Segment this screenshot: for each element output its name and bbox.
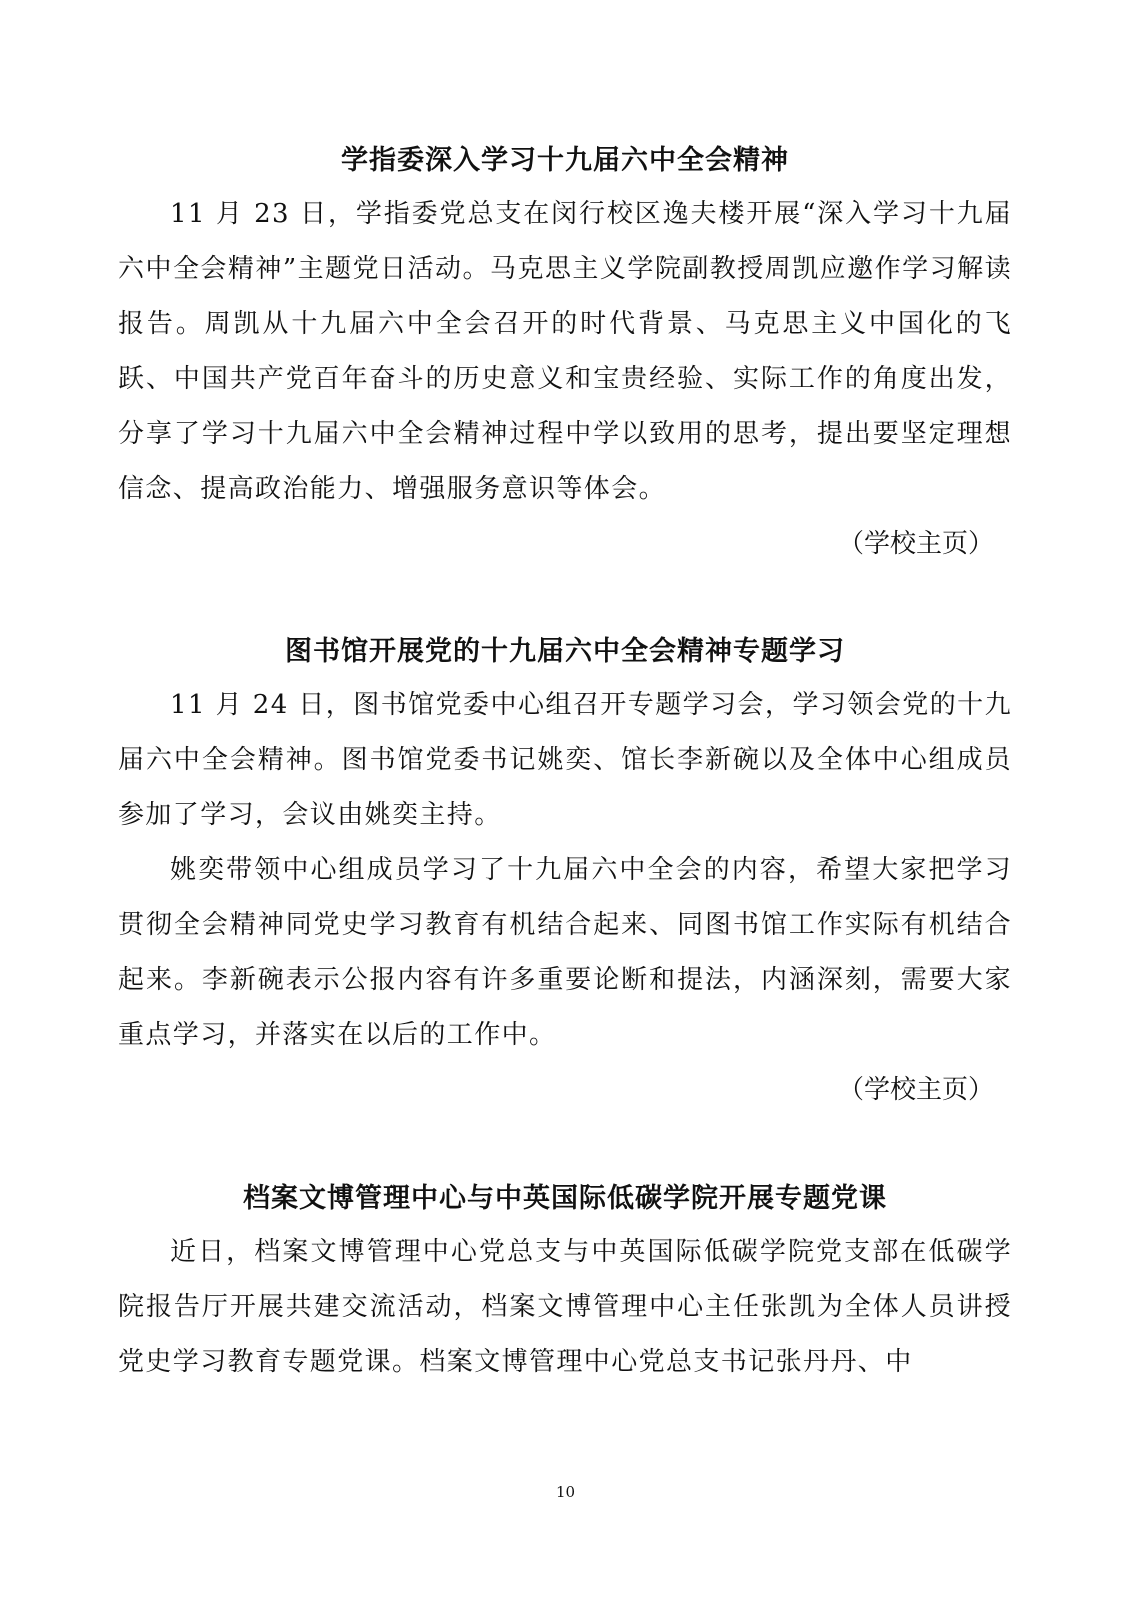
article-3-paragraph-1: 近日，档案文博管理中心党总支与中英国际低碳学院党支部在低碳学院报告厅开展共建交流活动，档案文博管理中心主任张凯为全体人员讲授党史学习教育专题党课。档案文博管理中心党总支书记张丹丹、中 (118, 1237, 1012, 1377)
page-number: 10 (555, 1483, 576, 1501)
article-2-title: 图书馆开展党的十九届六中全会精神专题学习 (285, 636, 845, 667)
article-3 (118, 1181, 1012, 1390)
article-1 (118, 143, 1012, 572)
article-2-source: （学校主页） (837, 1075, 994, 1105)
article-1-source: （学校主页） (837, 529, 994, 559)
article-1-paragraph-1: 11 月 23 日，学指委党总支在闵行校区逸夫楼开展“深入学习十九届六中全会精神”主题党日活动。马克思主义学院副教授周凯应邀作学习解读报告。周凯从十九届六中全会召开的时代背景、马克思主义中国化的飞跃、中国共产党百年奋斗的历史意义和宝贵经验、实际工作的角度出发，分享了学习十九届六中全会精神过程中学以致用的思考，提出要坚定理想信念、提高政治能力、增强服务意识等体会。 (118, 199, 1012, 504)
article-1-title: 学指委深入学习十九届六中全会精神 (341, 145, 789, 176)
article-2 (118, 634, 1012, 1118)
article-2-paragraph-1: 11 月 24 日，图书馆党委中心组召开专题学习会，学习领会党的十九届六中全会精神。图书馆党委书记姚奕、馆长李新碗以及全体中心组成员参加了学习，会议由姚奕主持。 (118, 690, 1012, 830)
article-3-title: 档案文博管理中心与中英国际低碳学院开展专题党课 (243, 1183, 887, 1214)
article-2-paragraph-2: 姚奕带领中心组成员学习了十九届六中全会的内容，希望大家把学习贯彻全会精神同党史学习教育有机结合起来、同图书馆工作实际有机结合起来。李新碗表示公报内容有许多重要论断和提法，内涵深刻，需要大家重点学习，并落实在以后的工作中。 (118, 855, 1012, 1050)
